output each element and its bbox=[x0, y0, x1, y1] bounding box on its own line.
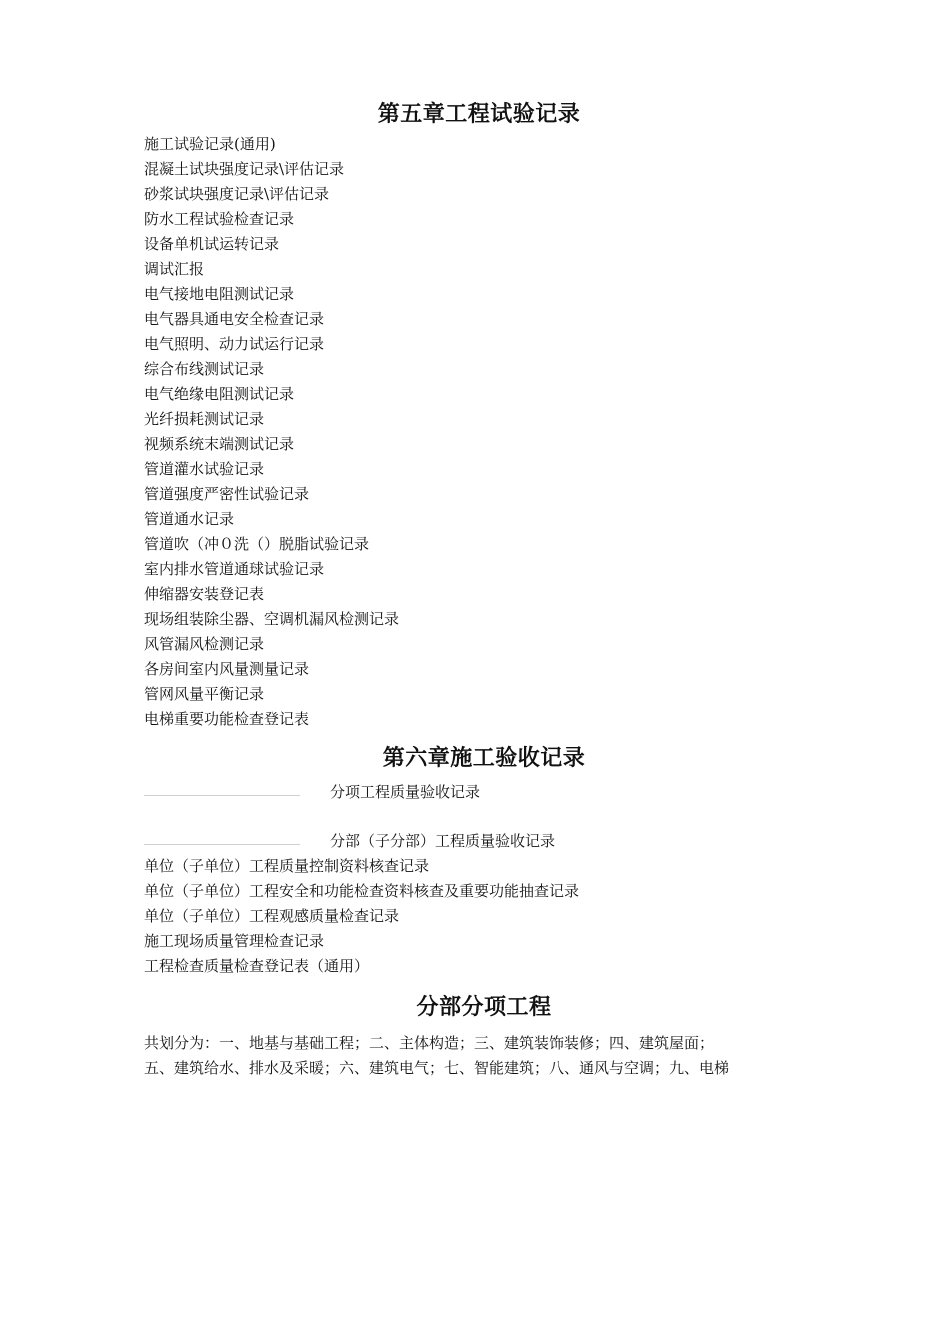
list-item: 单位（子单位）工程质量控制资料核查记录 bbox=[144, 857, 430, 875]
list-item: 砂浆试块强度记录\评估记录 bbox=[144, 185, 330, 203]
list-item: 管道通水记录 bbox=[144, 510, 235, 528]
list-item: 电梯重要功能检查登记表 bbox=[144, 710, 310, 728]
list-item: 电气器具通电安全检查记录 bbox=[144, 310, 325, 328]
list-item: 室内排水管道通球试验记录 bbox=[144, 560, 325, 578]
list-item: 设备单机试运转记录 bbox=[144, 235, 280, 253]
list-item: 单位（子单位）工程安全和功能检查资料核查及重要功能抽查记录 bbox=[144, 882, 580, 900]
chapter6-title: 第六章施工验收记录 bbox=[382, 745, 586, 771]
list-item: 防水工程试验检查记录 bbox=[144, 210, 295, 228]
document-page bbox=[144, 98, 824, 1081]
list-item: 施工试验记录(通用) bbox=[144, 135, 276, 153]
section-paragraph-line: 共划分为：一、地基与基础工程；二、主体构造；三、建筑装饰装修；四、建筑屋面； bbox=[144, 1034, 715, 1052]
list-item: 单位（子单位）工程观感质量检查记录 bbox=[144, 907, 400, 925]
list-item-label: 分部（子分部）工程质量验收记录 bbox=[330, 832, 556, 850]
indented-list-item bbox=[144, 780, 824, 805]
list-item: 调试汇报 bbox=[144, 260, 205, 278]
list-item: 管道灌水试验记录 bbox=[144, 460, 265, 478]
chapter6-list bbox=[144, 854, 824, 979]
underline-blank bbox=[144, 795, 300, 796]
indented-list-item bbox=[144, 829, 824, 854]
list-item: 电气绝缘电阻测试记录 bbox=[144, 385, 295, 403]
list-item: 混凝土试块强度记录\评估记录 bbox=[144, 160, 345, 178]
spacer bbox=[144, 805, 824, 829]
list-item: 工程检查质量检查登记表（通用） bbox=[144, 957, 370, 975]
list-item: 电气照明、动力试运行记录 bbox=[144, 335, 325, 353]
list-item: 管道强度严密性试验记录 bbox=[144, 485, 310, 503]
list-item: 视频系统末端测试记录 bbox=[144, 435, 295, 453]
list-item: 综合布线测试记录 bbox=[144, 360, 265, 378]
list-item: 施工现场质量管理检查记录 bbox=[144, 932, 325, 950]
underline-blank bbox=[144, 844, 300, 845]
chapter5-title: 第五章工程试验记录 bbox=[377, 101, 581, 127]
list-item: 风管漏风检测记录 bbox=[144, 635, 265, 653]
list-item-label: 分项工程质量验收记录 bbox=[330, 783, 481, 801]
list-item: 光纤损耗测试记录 bbox=[144, 410, 265, 428]
list-item: 电气接地电阻测试记录 bbox=[144, 285, 295, 303]
list-item: 现场组装除尘器、空调机漏风检测记录 bbox=[144, 610, 400, 628]
section-title: 分部分项工程 bbox=[416, 994, 552, 1020]
list-item: 各房间室内风量测量记录 bbox=[144, 660, 310, 678]
list-item: 伸缩器安装登记表 bbox=[144, 585, 265, 603]
list-item: 管网风量平衡记录 bbox=[144, 685, 265, 703]
chapter5-list bbox=[144, 132, 824, 732]
section-paragraph-line: 五、建筑给水、排水及采暖；六、建筑电气；七、智能建筑；八、通风与空调；九、电梯 bbox=[144, 1059, 730, 1077]
list-item: 管道吹（冲０洗（）脱脂试验记录 bbox=[144, 535, 370, 553]
